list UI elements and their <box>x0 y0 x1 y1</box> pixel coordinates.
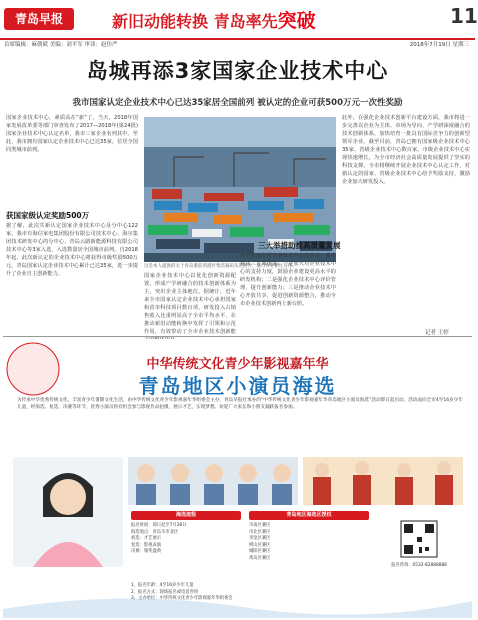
process-line: 复选：影视表演 <box>131 542 162 548</box>
ad-note-line: 1、报名年龄：4至16岁少年儿童 <box>131 583 194 588</box>
children-stage-photo <box>303 457 463 505</box>
region-line: 市北区赛区 <box>249 529 271 535</box>
photo-caption: 这是本人提供的关于青岛港前湾港区集装箱码头的照片，港口作业繁忙有序。 <box>144 264 297 269</box>
ad-main-title: 青岛地区小演员海选 <box>138 374 337 398</box>
region-line: 黄岛区赛区 <box>249 555 271 561</box>
banner-emphasis: 突破 <box>277 10 316 32</box>
page-header <box>0 0 478 38</box>
section-banner <box>112 6 316 33</box>
ad-title: 中华传统文化青少年影视嘉年华 <box>146 357 329 372</box>
qr-code-block <box>375 511 463 581</box>
newspaper-logo: 青岛早报 <box>4 8 74 30</box>
article-subheadline: 我市国家认定企业技术中心已达35家居全国前列 被认定的企业可获500万元一次性奖励 <box>72 98 403 108</box>
ad-note-line: 2、报名方式：现场报名或电话咨询 <box>131 589 199 595</box>
ad-notes <box>131 583 461 603</box>
process-line: 报名时间：即日起至7月28日 <box>131 523 187 528</box>
article-column-2: 国家企业技术中心以优化创新资源配置，形成产学研融合的技术创新体系为主，突出企业主体地位。据统计，近年来全市国家认定企业技术中心承担国家和省市科技项目数百项，研发投入占销售收入比重明显高于全市平均水平，在推动新旧动能转换中发挥了引领和示范作用，有效带动了全市企业技术创新能 <box>144 273 236 335</box>
article-headline: 岛城再添3家国家企业技术中心 <box>86 59 389 83</box>
article-column-1b: 据了解，此次共新认定国家企业技术中心及分中心122家，我市有海信家电集团股份有限公司技术中心、海尔集团技术研发中心的分中心、青岛云路新能源科技有限公司技术中心等3家入选，入选数量居全国城市前列。自2018年起，此次新认定的企业技术中心将获得市级奖励500万元，青岛国家认定企业技术中心累计已达35家，进一步提升了企业自主创新能力。 <box>6 223 138 277</box>
selection-process-header: 海选流程 <box>131 511 241 520</box>
region-auth-header: 青岛地区海选区授权 <box>249 511 369 520</box>
section-divider <box>3 336 472 337</box>
region-line: 崂山区赛区 <box>249 542 271 548</box>
page-number: 11 <box>450 4 478 28</box>
process-line: 海选地点：青岛市市北区 <box>131 529 179 535</box>
editor-meta-bar <box>0 38 475 50</box>
issue-date: 2018年7月19日 星期三 <box>409 42 469 48</box>
process-line: 决赛：颁奖盛典 <box>131 549 162 555</box>
article-column-1: 国家企业技术中心，素质高在“新”了。当天，2018年国家发展改革委等部门审查发布了2017—2018年(第24批)国家企业技术中心认定名单，我市三家企业名列其中。至此，我市拥有国家认定企业技术中心已达35家，位居全国同类城市前列。 <box>6 115 138 153</box>
process-line: 初选：才艺展示 <box>131 536 162 542</box>
selection-process-list <box>131 523 241 556</box>
banner-text: 新旧动能转换 青岛率先 <box>112 12 278 31</box>
region-line: 李沧区赛区 <box>249 536 271 542</box>
region-auth-list <box>249 523 369 563</box>
children-photo-strip <box>128 457 298 505</box>
casting-advertisement <box>3 339 472 618</box>
child-portrait-1 <box>13 457 123 567</box>
reporter-byline: 记者 王婷 <box>425 330 449 336</box>
region-line: 城阳区赛区 <box>249 549 271 555</box>
section-heading-measures: 三大举措助推高质量发展 <box>258 241 341 250</box>
ad-contact: 报名咨询：0532-82888888 <box>391 563 447 568</box>
region-line: 市南区赛区 <box>249 523 271 528</box>
editor-credits: 首席编辑：麻朝斌 美编：刘平军 审读：赵仿严 <box>4 42 118 48</box>
ad-intro-text: 为传承中华优秀传统文化，丰富青少年暑期文化生活，由中华传统文化青少年影视嘉年华组委会主办，青岛早报社承办的“中华传统文化青少年影视嘉年华青岛地区小演员海选”活动即日起启动。活动面向全市4至16岁少年儿童，经海选、复选、决赛等环节，优秀小演员将有机会参与影视作品拍摄，展示才艺，实现梦想。欢迎广大家长和小朋友踊跃报名参加。 <box>17 398 463 411</box>
article-column-4: 此外，在强化企业技术创新平台建设方面，我市将进一步完善以企业为主体、市场为导向、产学研深度融合的技术创新体系，加快培育一批具有国际竞争力的创新型领军企业。截至目前，青岛已拥有国家级企业技术中心35家、省级企业技术中心数百家，市级企业技术中心实现快速增长，为全市经济社会高质量发展提供了坚实的科技支撑。全市将继续开展企业技术中心认定工作，对新认定的国家、省级企业技术中心给予奖励支持，激励企业加大研发投入。 <box>342 115 470 185</box>
section-heading-award: 获国家级认定奖励500万 <box>6 211 90 220</box>
ad-note-line: 3、主办单位：中华传统文化青少年影视嘉年华组委会 <box>131 596 233 602</box>
article-column-3: 为更好地发挥企业技术中心的作用，我市将从三方面推进：一是加大对企业技术中心的支持力度，鼓励企业建设更高水平的研发机构；二是强化企业技术中心评价管理，提升创新能力；三是推动企业技术中心开放共享，促进创新资源整合，推动全市企业技术创新再上新台阶。 <box>240 253 336 307</box>
